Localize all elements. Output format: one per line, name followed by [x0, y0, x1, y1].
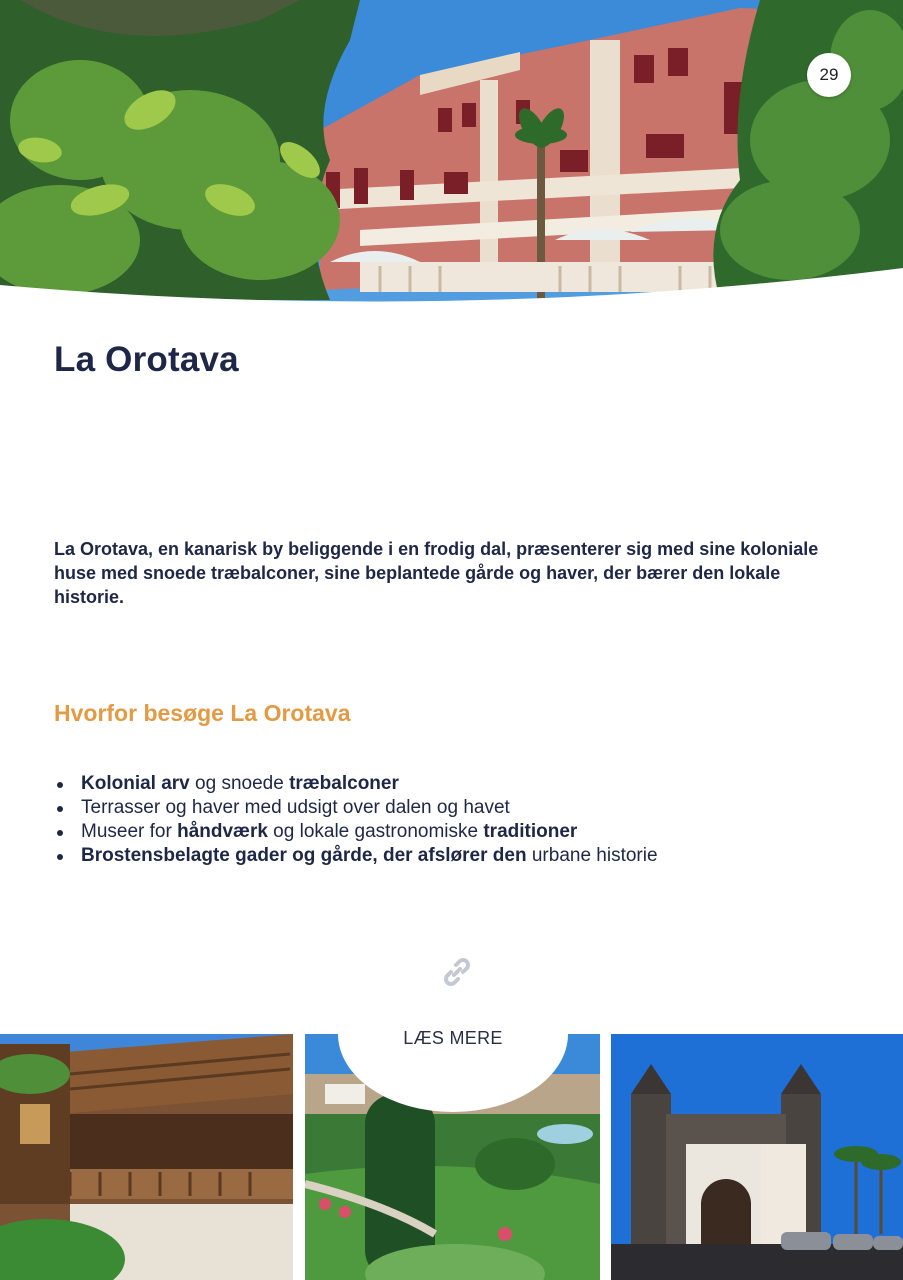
photo-balcony-house: [0, 1034, 293, 1280]
list-item: Museer for håndværk og lokale gastronomiske traditioner: [54, 820, 854, 844]
read-more-link[interactable]: LÆS MERE: [338, 1010, 568, 1112]
page-title: La Orotava: [54, 340, 239, 379]
why-visit-list: [54, 772, 854, 868]
photo-church: [611, 1034, 903, 1280]
list-item: Brostensbelagte gader og gårde, der afslører den urbane historie: [54, 844, 854, 868]
hero-photo: [0, 0, 903, 310]
list-item: Terrasser og haver med udsigt over dalen og havet: [54, 796, 854, 820]
intro-paragraph: La Orotava, en kanarisk by beliggende i en frodig dal, præsenterer sig med sine koloniale huse med snoede træbalconer, sine beplantede gårde og haver, der bærer den lokale historie.: [54, 539, 819, 607]
page-number-badge: 29: [807, 53, 851, 97]
list-item: Kolonial arv og snoede træbalconer: [54, 772, 854, 796]
why-visit-heading: Hvorfor besøge La Orotava: [54, 700, 351, 726]
link-icon[interactable]: [439, 954, 475, 990]
